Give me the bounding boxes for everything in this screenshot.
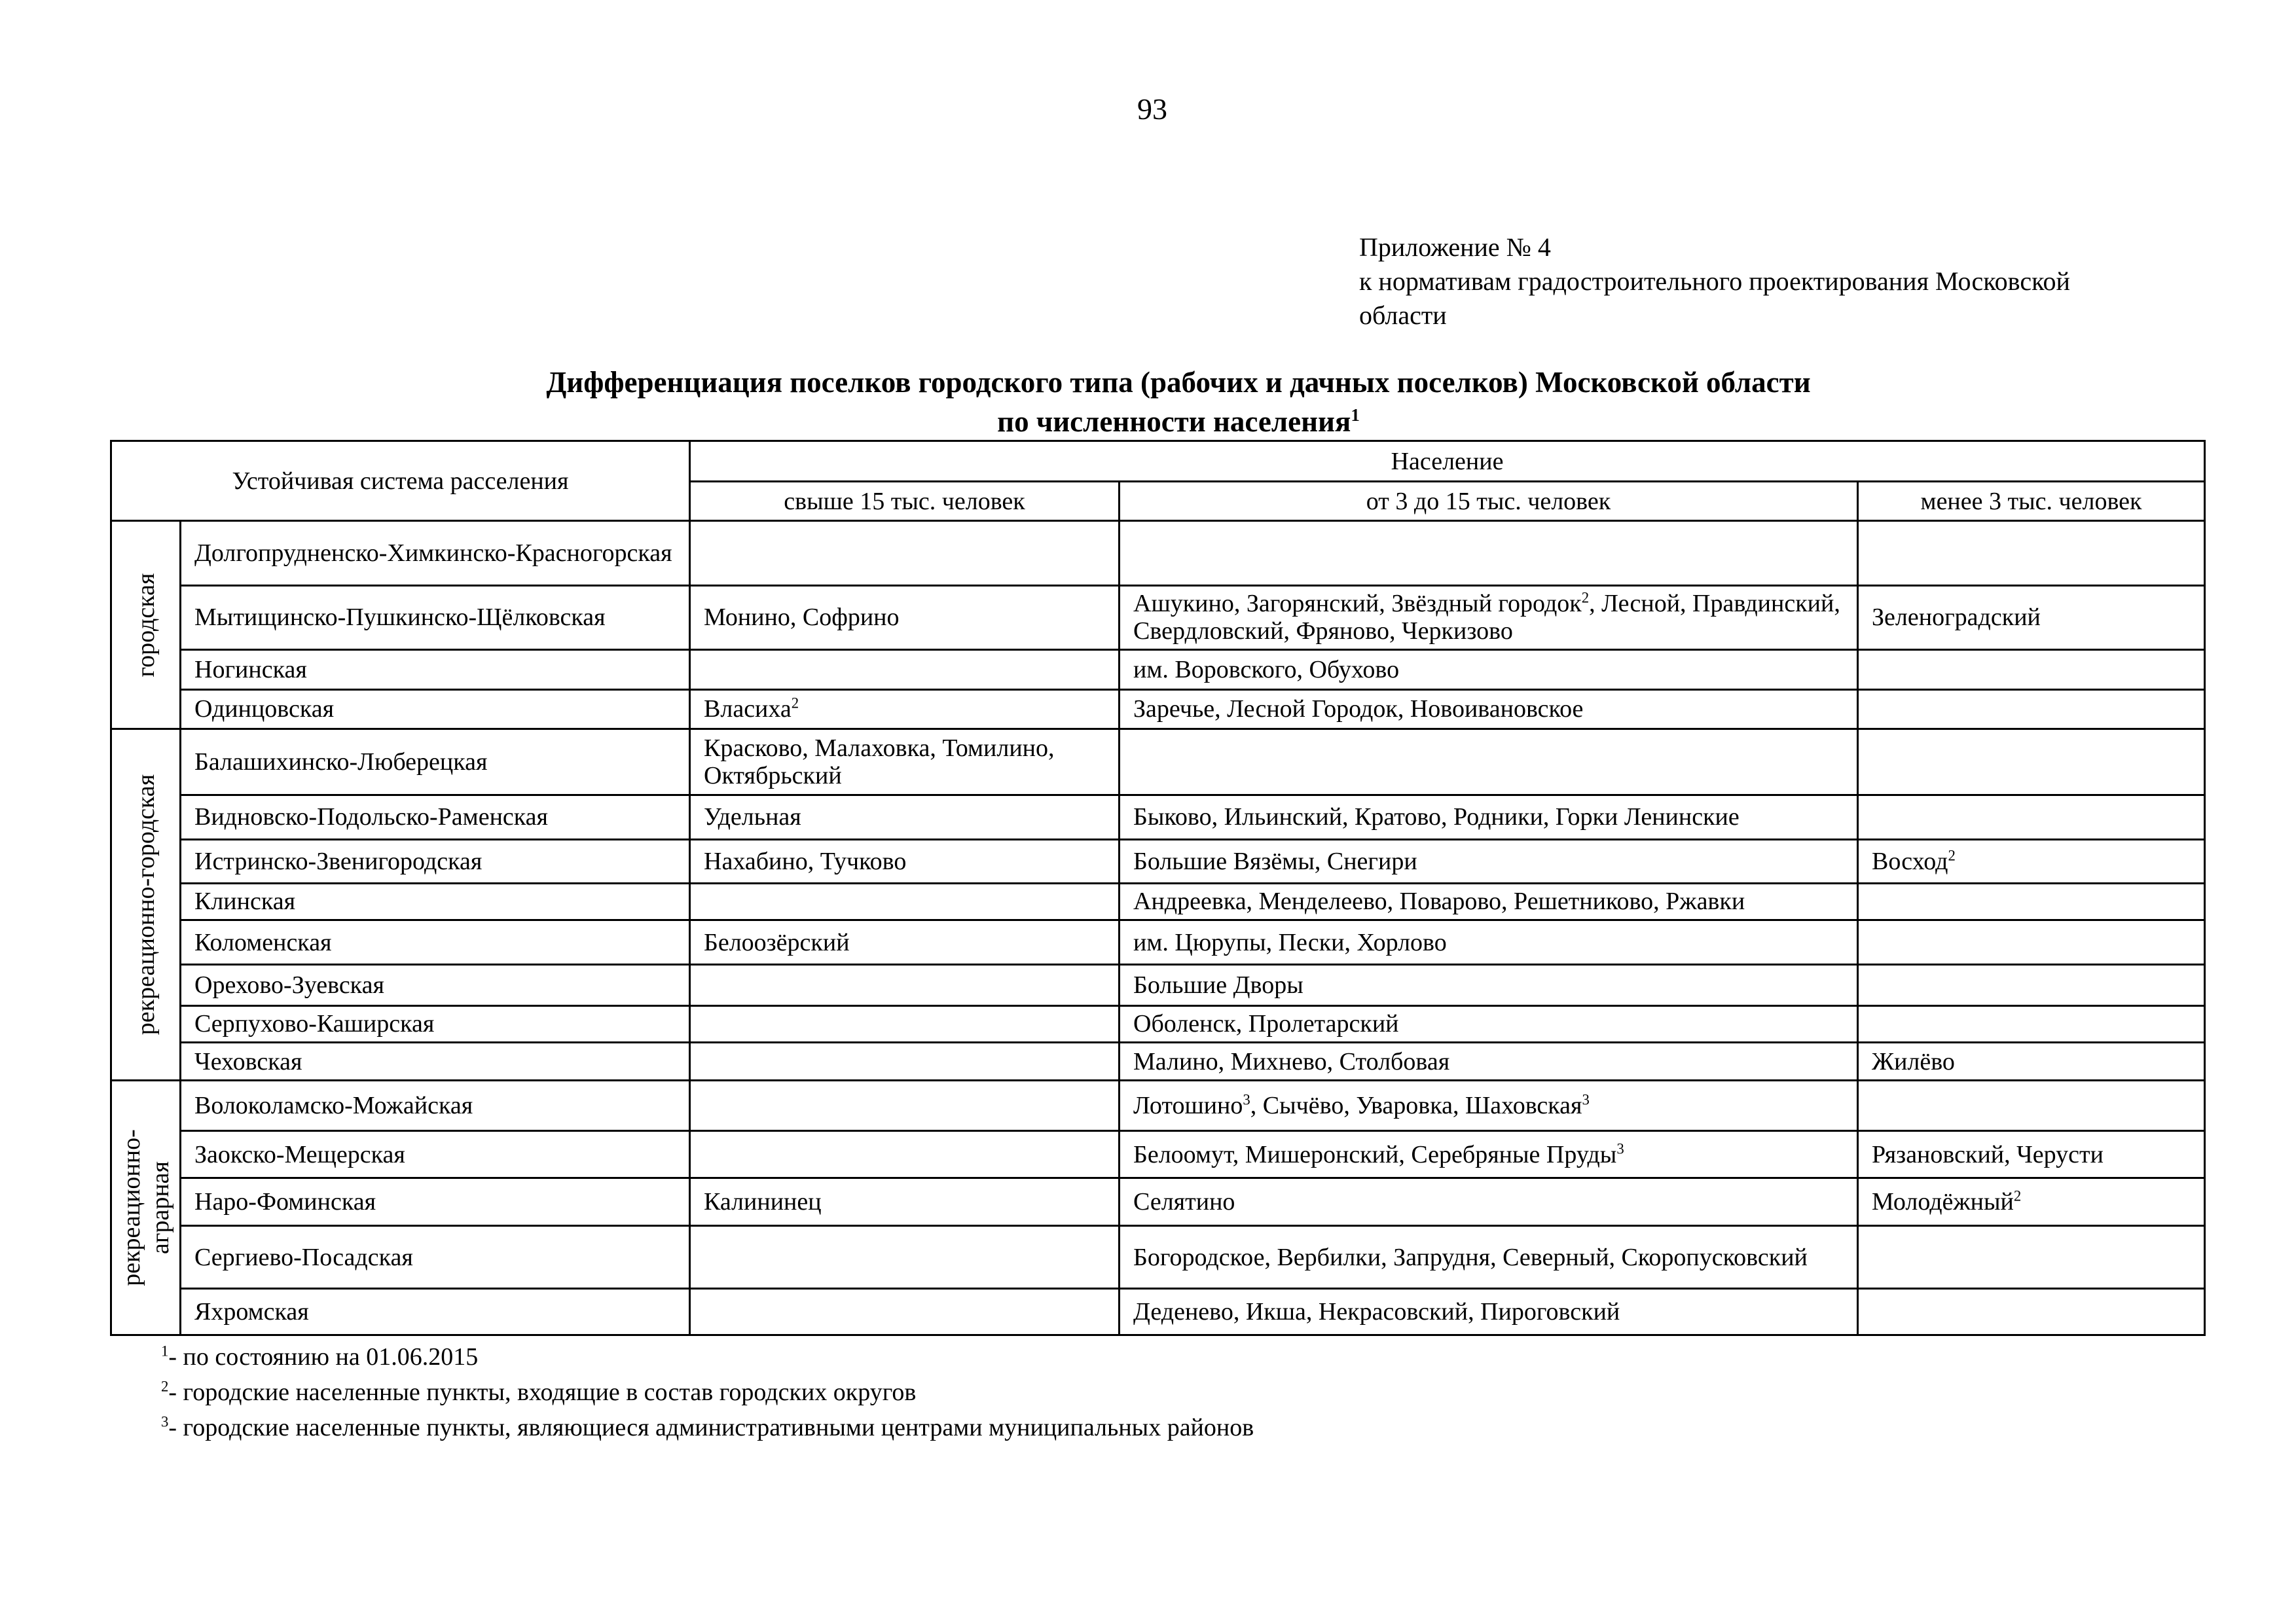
zone-label-cell	[111, 729, 181, 1081]
from-3-to-15-cell-text: Ашукино, Загорянский, Звёздный городок	[1133, 590, 1582, 618]
title-line-2-text: по численности населения	[997, 405, 1351, 438]
under-3-cell	[1858, 883, 2205, 920]
system-name-cell	[181, 1130, 690, 1178]
footnote-mark: 2	[161, 1378, 169, 1395]
under-3-cell	[1858, 840, 2205, 883]
under-3-cell	[1858, 1225, 2205, 1289]
system-name-cell	[181, 1043, 690, 1081]
under-3-cell	[1858, 521, 2205, 586]
table-row	[111, 840, 2205, 883]
from-3-to-15-cell-text-continued: , Лесной, Правдинский, Свердловский, Фряново, Черкизово	[1133, 590, 1840, 645]
under-3-cell-text: Восход	[1872, 847, 1948, 875]
table-row	[111, 1289, 2205, 1335]
footnote-mark: 3	[161, 1413, 169, 1430]
from-3-to-15-cell	[1120, 1178, 1858, 1225]
header-system: Устойчивая система расселения	[111, 441, 690, 521]
system-name-cell-text: Истринско-Звенигородская	[194, 847, 483, 875]
footnote-item	[161, 1375, 1254, 1410]
over-15-cell	[690, 1130, 1120, 1178]
under-3-cell	[1858, 1130, 2205, 1178]
under-3-cell	[1858, 965, 2205, 1005]
over-15-cell	[690, 1081, 1120, 1130]
over-15-cell	[690, 840, 1120, 883]
from-3-to-15-cell-text: Заречье, Лесной Городок, Новоивановское	[1133, 695, 1584, 723]
system-name-cell-text: Яхромская	[194, 1298, 309, 1326]
under-3-cell	[1858, 920, 2205, 964]
system-name-cell	[181, 1178, 690, 1225]
table-row	[111, 650, 2205, 689]
over-15-cell-text: Красково, Малаховка, Томилино, Октябрьский	[704, 734, 1055, 789]
title-line-2	[393, 402, 1964, 441]
from-3-to-15-cell-text: Большие Вязёмы, Снегири	[1133, 847, 1417, 875]
table-body	[111, 521, 2205, 1335]
system-name-cell-text: Наро-Фоминская	[194, 1188, 376, 1216]
from-3-to-15-cell-text: им. Воровского, Обухово	[1133, 655, 1400, 683]
from-3-to-15-cell-text-continued: , Сычёво, Уваровка, Шаховская	[1250, 1092, 1582, 1120]
table-row	[111, 795, 2205, 839]
system-name-cell-text: Одинцовская	[194, 695, 335, 723]
under-3-cell	[1858, 795, 2205, 839]
under-3-cell	[1858, 729, 2205, 795]
over-15-cell	[690, 1178, 1120, 1225]
from-3-to-15-cell	[1120, 883, 1858, 920]
table-row	[111, 1005, 2205, 1042]
from-3-to-15-cell-text: Белоомут, Мишеронский, Серебряные Пруды	[1133, 1140, 1617, 1168]
under-3-cell	[1858, 1178, 2205, 1225]
system-name-cell-text: Балашихинско-Люберецкая	[194, 748, 488, 776]
table-row	[111, 1081, 2205, 1130]
table-row	[111, 1225, 2205, 1289]
footnote-mark: 3	[1243, 1091, 1250, 1108]
from-3-to-15-cell	[1120, 729, 1858, 795]
from-3-to-15-cell	[1120, 1289, 1858, 1335]
zone-label-cell	[111, 521, 181, 729]
table-row	[111, 920, 2205, 964]
under-3-cell	[1858, 1005, 2205, 1042]
over-15-cell	[690, 920, 1120, 964]
system-name-cell-text: Серпухово-Каширская	[194, 1010, 435, 1038]
from-3-to-15-cell-text: Быково, Ильинский, Кратово, Родники, Горки Ленинские	[1133, 803, 1740, 831]
over-15-cell	[690, 521, 1120, 586]
system-name-cell-text: Заокско-Мещерская	[194, 1140, 405, 1168]
over-15-cell-text: Калининец	[704, 1188, 822, 1216]
system-name-cell	[181, 689, 690, 729]
under-3-cell	[1858, 689, 2205, 729]
over-15-cell-text: Белоозёрский	[704, 928, 850, 956]
system-name-cell	[181, 521, 690, 586]
from-3-to-15-cell	[1120, 521, 1858, 586]
table-row	[111, 585, 2205, 650]
from-3-to-15-cell-text: Малино, Михнево, Столбовая	[1133, 1047, 1450, 1075]
footnote-text: - городские населенные пункты, входящие в состав городских округов	[168, 1379, 917, 1406]
from-3-to-15-cell-text: Большие Дворы	[1133, 971, 1303, 999]
from-3-to-15-cell	[1120, 585, 1858, 650]
over-15-cell-text: Власиха	[704, 695, 792, 723]
system-name-cell	[181, 650, 690, 689]
footnote-mark: 1	[161, 1343, 169, 1360]
from-3-to-15-cell	[1120, 1225, 1858, 1289]
footnote-mark: 2	[1948, 847, 1956, 864]
system-name-cell-text: Долгопрудненско-Химкинско-Красногорская	[194, 539, 672, 567]
from-3-to-15-cell	[1120, 1005, 1858, 1042]
under-3-cell-text: Жилёво	[1872, 1047, 1955, 1075]
appendix-note	[1359, 230, 2236, 333]
from-3-to-15-cell	[1120, 1081, 1858, 1130]
title-line-1: Дифференциация поселков городского типа (рабочих и дачных поселков) Московской области	[546, 366, 1811, 399]
from-3-to-15-cell	[1120, 1130, 1858, 1178]
under-3-cell-text: Зеленоградский	[1872, 604, 2041, 632]
table-row	[111, 521, 2205, 586]
zone-label: городская	[132, 573, 160, 677]
page-number: 93	[1137, 92, 1167, 126]
system-name-cell-text: Ногинская	[194, 655, 307, 683]
from-3-to-15-cell	[1120, 1043, 1858, 1081]
system-name-cell	[181, 795, 690, 839]
over-15-cell	[690, 650, 1120, 689]
system-name-cell-text: Мытищинско-Пушкинско-Щёлковская	[194, 604, 606, 632]
system-name-cell	[181, 585, 690, 650]
system-name-cell-text: Орехово-Зуевская	[194, 971, 384, 999]
document-title	[393, 363, 1964, 441]
footnote-mark: 3	[1582, 1091, 1590, 1108]
from-3-to-15-cell-text: Селятино	[1133, 1188, 1235, 1216]
appendix-line-1: Приложение № 4	[1359, 232, 1551, 262]
table-row	[111, 1130, 2205, 1178]
footnotes	[161, 1339, 1254, 1445]
under-3-cell	[1858, 1043, 2205, 1081]
system-name-cell	[181, 840, 690, 883]
over-15-cell	[690, 1005, 1120, 1042]
under-3-cell	[1858, 1081, 2205, 1130]
table-row	[111, 883, 2205, 920]
zone-label: рекреационно-городская	[132, 774, 160, 1036]
appendix-line-3: области	[1359, 300, 1447, 330]
system-name-cell	[181, 1289, 690, 1335]
system-name-cell-text: Чеховская	[194, 1047, 302, 1075]
system-name-cell	[181, 1225, 690, 1289]
under-3-cell-text: Рязановский, Черусти	[1872, 1140, 2104, 1168]
system-name-cell	[181, 1081, 690, 1130]
footnote-mark: 1	[1351, 405, 1360, 425]
under-3-cell	[1858, 585, 2205, 650]
footnote-mark: 2	[2013, 1187, 2022, 1204]
over-15-cell	[690, 729, 1120, 795]
system-name-cell-text: Сергиево-Посадская	[194, 1243, 413, 1271]
header-3-to-15: от 3 до 15 тыс. человек	[1120, 482, 1858, 521]
footnote-text: - городские населенные пункты, являющиеся административными центрами муниципальных районов	[168, 1414, 1254, 1441]
from-3-to-15-cell	[1120, 840, 1858, 883]
table-row	[111, 689, 2205, 729]
from-3-to-15-cell	[1120, 689, 1858, 729]
table-row	[111, 1043, 2205, 1081]
over-15-cell	[690, 1043, 1120, 1081]
system-name-cell-text: Клинская	[194, 888, 296, 916]
from-3-to-15-cell-text: Андреевка, Менделеево, Поварово, Решетниково, Ржавки	[1133, 888, 1745, 916]
system-name-cell	[181, 1005, 690, 1042]
from-3-to-15-cell	[1120, 650, 1858, 689]
over-15-cell	[690, 795, 1120, 839]
from-3-to-15-cell-text: Богородское, Вербилки, Запрудня, Северный, Скоропусковский	[1133, 1243, 1808, 1271]
from-3-to-15-cell	[1120, 920, 1858, 964]
settlements-table	[110, 440, 2206, 1336]
footnote-mark: 2	[1581, 589, 1590, 606]
table-row	[111, 729, 2205, 795]
system-name-cell	[181, 729, 690, 795]
system-name-cell	[181, 883, 690, 920]
over-15-cell-text: Монино, Софрино	[704, 604, 900, 632]
over-15-cell-text: Нахабино, Тучково	[704, 847, 907, 875]
header-over-15: свыше 15 тыс. человек	[690, 482, 1120, 521]
from-3-to-15-cell-text: Лотошино	[1133, 1092, 1243, 1120]
under-3-cell	[1858, 650, 2205, 689]
from-3-to-15-cell-text: Деденево, Икша, Некрасовский, Пироговский	[1133, 1298, 1620, 1326]
over-15-cell	[690, 883, 1120, 920]
appendix-line-2: к нормативам градостроительного проектирования Московской	[1359, 266, 2070, 296]
over-15-cell	[690, 689, 1120, 729]
table-row	[111, 965, 2205, 1005]
footnote-item	[161, 1410, 1254, 1445]
table-row	[111, 1178, 2205, 1225]
header-population: Население	[690, 441, 2205, 482]
footnote-item	[161, 1339, 1254, 1375]
under-3-cell-text: Молодёжный	[1872, 1188, 2014, 1216]
header-under-3: менее 3 тыс. человек	[1858, 482, 2205, 521]
system-name-cell	[181, 965, 690, 1005]
system-name-cell	[181, 920, 690, 964]
from-3-to-15-cell-text: Оболенск, Пролетарский	[1133, 1010, 1399, 1038]
zone-label-cell	[111, 1081, 181, 1335]
system-name-cell-text: Коломенская	[194, 928, 332, 956]
under-3-cell	[1858, 1289, 2205, 1335]
footnote-text: - по состоянию на 01.06.2015	[168, 1343, 479, 1371]
system-name-cell-text: Волоколамско-Можайская	[194, 1092, 473, 1120]
settlements-table-wrapper	[110, 440, 2204, 1336]
over-15-cell	[690, 965, 1120, 1005]
from-3-to-15-cell-text: им. Цюрупы, Пески, Хорлово	[1133, 928, 1447, 956]
over-15-cell	[690, 1289, 1120, 1335]
over-15-cell-text: Удельная	[704, 803, 801, 831]
zone-label: рекреационно-аграрная	[117, 1129, 174, 1286]
over-15-cell	[690, 1225, 1120, 1289]
over-15-cell	[690, 585, 1120, 650]
system-name-cell-text: Видновско-Подольско-Раменская	[194, 803, 548, 831]
footnote-mark: 3	[1616, 1140, 1624, 1157]
from-3-to-15-cell	[1120, 965, 1858, 1005]
from-3-to-15-cell	[1120, 795, 1858, 839]
footnote-mark: 2	[791, 695, 799, 712]
